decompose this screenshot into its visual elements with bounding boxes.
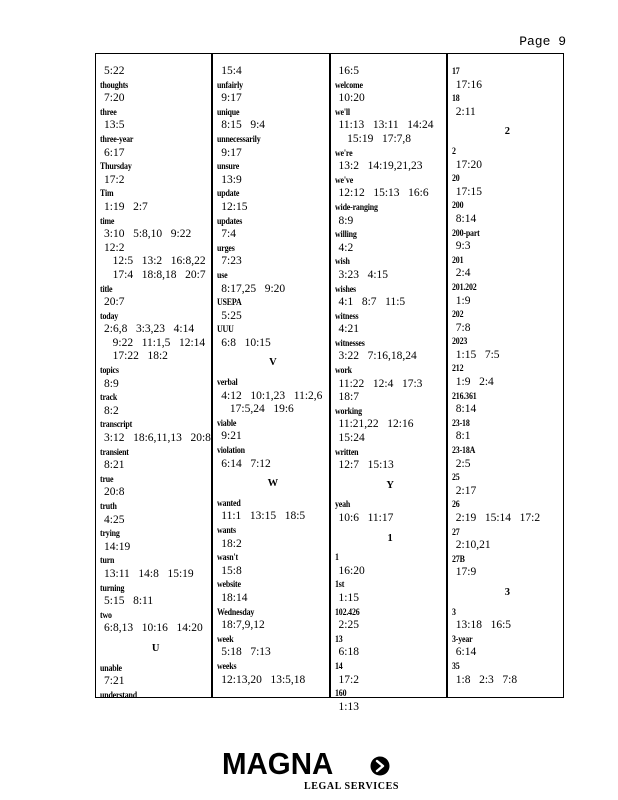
index-term: unable	[100, 662, 122, 673]
index-term: 201.202	[451, 281, 477, 292]
page-line-refs: 5:18 7:13	[221, 646, 271, 659]
index-term: 2	[451, 145, 456, 156]
page-line-refs: 17:2	[104, 173, 125, 186]
index-term: 25	[451, 472, 460, 483]
page-line-refs: 12:15	[221, 200, 248, 213]
page-line-refs: 3:22 7:16,18,24	[338, 350, 417, 363]
index-term: violation	[217, 445, 246, 456]
page-line-refs: 12:13,20 13:5,18	[221, 673, 306, 686]
page-line-refs: 17:9	[455, 566, 477, 579]
page-line-refs: 12:7 15:13	[338, 459, 394, 472]
page-line-refs: 15:19 17:7,8	[338, 132, 412, 145]
index-term: topics	[100, 365, 119, 376]
index-term: 3	[451, 606, 456, 617]
page-line-refs: 3:10 5:8,10 9:22 12:2	[104, 228, 200, 254]
page-line-refs: 4:1 8:7 11:5	[338, 296, 406, 309]
index-column	[213, 54, 330, 697]
page-line-refs: 1:15 7:5	[455, 348, 500, 361]
index-term: 2023	[451, 336, 467, 347]
index-column	[331, 54, 448, 713]
index-term: 17	[451, 66, 460, 76]
section-letter: U	[151, 642, 160, 654]
index-column	[96, 54, 213, 700]
index-term: wants	[217, 525, 237, 535]
index-term: wishes	[334, 283, 356, 294]
index-term: 26	[451, 499, 460, 510]
index-term: 200-part	[451, 227, 480, 238]
section-letter: 1	[387, 532, 393, 544]
index-term: turn	[100, 555, 115, 566]
index-term: witness	[334, 310, 358, 321]
index-term: today	[100, 310, 119, 321]
index-term: viable	[217, 417, 237, 428]
page-line-refs: 1:13	[338, 700, 359, 713]
section-letter: W	[267, 478, 279, 490]
page-line-refs: 4:21	[338, 323, 359, 336]
page-line-refs: 17:4 18:8,18 20:7	[104, 268, 206, 281]
index-term: yeah	[334, 499, 350, 510]
page-line-refs: 8:9	[104, 377, 119, 390]
index-term: willing	[334, 229, 357, 240]
page-line-refs: 4:25	[104, 513, 125, 526]
page-line-refs: 6:14	[455, 646, 477, 659]
page-line-refs: 6:18	[338, 646, 359, 659]
index-term: urges	[217, 242, 235, 253]
page-line-refs: 6:8,13 10:16 14:20	[104, 622, 203, 635]
index-term: thoughts	[100, 79, 129, 90]
page-line-refs: 5:22	[104, 65, 125, 77]
page-line-refs: 12:5 13:2 16:8,22	[104, 255, 206, 268]
index-term: use	[217, 269, 228, 280]
page-line-refs: 2:11	[455, 105, 476, 118]
section-letter: 2	[504, 126, 510, 138]
page-line-refs: 17:15	[455, 185, 482, 198]
index-term: 201	[451, 254, 464, 265]
page-line-refs: 8:17,25 9:20	[221, 282, 286, 295]
page-line-refs: 11:1 13:15 18:5	[221, 510, 306, 523]
index-term: 212	[451, 363, 464, 374]
page-line-refs: 9:22 11:1,5 12:14	[104, 336, 206, 349]
page-line-refs: 1:15	[338, 591, 359, 604]
index-term: 200	[451, 200, 464, 211]
index-term: 27	[451, 526, 460, 537]
index-term: working	[334, 405, 362, 416]
index-term: three	[100, 106, 117, 117]
index-term: wanted	[217, 497, 241, 508]
page-line-refs: 20:7	[104, 296, 125, 309]
index-term: we're	[334, 147, 352, 158]
section-letter: V	[269, 357, 277, 369]
page-line-refs: 8:9	[338, 214, 354, 227]
index-term: 160	[334, 688, 346, 699]
page-line-refs: 2:25	[338, 619, 359, 632]
index-term: 216.361	[451, 390, 477, 401]
index-term: 27B	[451, 553, 465, 564]
page-line-refs: 2:19 15:14 17:2	[455, 512, 541, 524]
page-line-refs: 3:12 18:6,11,13 20:8	[104, 432, 211, 445]
page-line-refs: 17:22 18:2	[104, 350, 168, 363]
page-line-refs: 9:17	[221, 92, 242, 105]
page-line-refs: 1:8 2:3 7:8	[455, 673, 518, 686]
section-letter: Y	[386, 479, 394, 491]
page-line-refs: 17:20	[455, 158, 482, 171]
index-term: two	[100, 609, 112, 620]
index-term: unfairly	[217, 79, 244, 90]
page-line-refs: 2:4	[455, 267, 471, 280]
page-line-refs: 4:12 10:1,23 11:2,6	[221, 389, 323, 402]
page-line-refs: 13:2 14:19,21,23	[338, 160, 423, 173]
index-term: 23-18	[451, 417, 470, 428]
index-term: UUU	[217, 324, 234, 335]
page-line-refs: 2:6,8 3:3,23 4:14	[104, 323, 195, 336]
index-term: 18	[451, 93, 460, 104]
page-line-refs: 8:14	[455, 403, 477, 416]
page-line-refs: 18:7,9,12	[221, 619, 265, 632]
page-line-refs: 1:9 2:4	[455, 376, 494, 389]
index-term: track	[100, 392, 118, 403]
page-line-refs: 9:21	[221, 430, 242, 443]
page-line-refs: 9:3	[455, 240, 471, 253]
page-line-refs: 17:2	[338, 673, 359, 686]
index-term: 20	[451, 173, 460, 184]
index-term: Tim	[100, 188, 114, 199]
page-line-refs: 16:5	[338, 65, 359, 77]
section-letter: 3	[504, 586, 510, 598]
page-line-refs: 8:1	[455, 430, 471, 443]
index-term: week	[217, 633, 234, 644]
index-term: written	[334, 446, 358, 457]
index-term: 1	[334, 552, 339, 563]
index-term: unnecessarily	[217, 133, 261, 144]
index-term: we've	[334, 174, 353, 185]
page-line-refs: 5:15 8:11	[104, 595, 154, 608]
index-term: 23-18A	[451, 445, 475, 456]
index-term: USEPA	[217, 297, 242, 308]
index-column	[448, 54, 563, 697]
page-line-refs: 1:19 2:7	[104, 200, 148, 213]
page-line-refs: 13:11 14:8 15:19	[104, 567, 194, 580]
index-term: 3-year	[451, 633, 473, 644]
page-line-refs: 13:5	[104, 119, 125, 132]
index-term: understand	[100, 689, 137, 700]
index-term: update	[217, 188, 240, 199]
page-line-refs: 7:23	[221, 255, 242, 268]
page-line-refs: 9:17	[221, 146, 242, 159]
index-term: time	[100, 215, 115, 226]
page-line-refs: 18:14	[221, 591, 248, 604]
page-line-refs: 6:17	[104, 146, 125, 159]
page-line-refs: 7:8	[455, 321, 471, 334]
index-term: welcome	[334, 79, 363, 90]
page-line-refs: 20:8	[104, 486, 125, 499]
page-line-refs: 11:22 12:4 17:3 18:7	[338, 377, 432, 404]
page-line-refs: 8:2	[104, 404, 119, 417]
index-term: wasn't	[217, 552, 239, 563]
index-term: trying	[100, 528, 120, 539]
page-line-refs: 10:20	[338, 92, 365, 105]
index-term: updates	[217, 215, 243, 226]
page-line-refs: 8:15 9:4	[221, 119, 266, 132]
page-line-refs: 18:2	[221, 537, 242, 550]
page-line-refs: 13:18 16:5	[455, 619, 512, 632]
index-term: three-year	[100, 133, 134, 144]
page-line-refs: 11:13 13:11 14:24	[338, 119, 434, 132]
page-number: Page 9	[519, 34, 566, 49]
page-line-refs: 17:16	[455, 78, 482, 91]
page-line-refs: 3:23 4:15	[338, 268, 389, 281]
page-line-refs: 6:8 10:15	[221, 336, 271, 349]
index-term: weeks	[217, 660, 237, 671]
page-line-refs: 8:14	[455, 212, 477, 225]
page-line-refs: 15:8	[221, 564, 242, 577]
index-term: 102.426	[334, 606, 360, 617]
page-line-refs: 2:17	[455, 484, 477, 497]
index-term: 202	[451, 309, 464, 320]
index-term: turning	[100, 582, 125, 593]
page-line-refs: 1:9	[455, 294, 471, 307]
logo-subtitle: LEGAL SERVICES	[304, 781, 400, 792]
page-line-refs: 11:21,22 12:16 15:24	[338, 418, 423, 445]
word-index	[95, 53, 564, 713]
index-term: we'll	[334, 106, 350, 117]
arrow-circle-icon	[370, 756, 390, 776]
index-term: Thursday	[100, 161, 132, 172]
page-line-refs: 13:9	[221, 173, 242, 186]
index-term: title	[100, 283, 113, 294]
magna-logo	[222, 748, 402, 794]
index-term: 14	[334, 660, 343, 671]
index-term: 1st	[334, 579, 344, 590]
logo-wordmark: MAGNA	[222, 746, 334, 781]
page-line-refs: 7:4	[221, 228, 236, 241]
page-line-refs: 4:2	[338, 241, 354, 254]
page-line-refs: 7:20	[104, 92, 125, 105]
index-term: truth	[100, 501, 117, 511]
page-line-refs: 17:5,24 19:6	[221, 403, 294, 416]
index-term: true	[100, 473, 114, 484]
page-line-refs: 10:6 11:17	[338, 512, 394, 524]
page-line-refs: 12:12 15:13 16:6	[338, 187, 429, 200]
page-line-refs: 2:5	[455, 457, 471, 470]
page-line-refs: 6:14 7:12	[221, 457, 271, 470]
page-line-refs: 15:4	[221, 65, 242, 77]
index-term: wide-ranging	[334, 201, 378, 212]
index-term: work	[334, 365, 352, 376]
page-line-refs: 14:19	[104, 540, 131, 553]
page-line-refs: 2:10,21	[455, 539, 491, 552]
page-line-refs: 16:20	[338, 564, 365, 577]
index-term: wish	[334, 256, 350, 267]
index-term: Wednesday	[217, 606, 255, 617]
index-term: transient	[100, 446, 129, 457]
index-term: unique	[217, 106, 240, 117]
page-line-refs: 5:25	[221, 309, 242, 322]
page-line-refs: 7:21	[104, 675, 125, 688]
index-term: website	[217, 579, 242, 590]
index-term: unsure	[217, 161, 240, 172]
index-term: witnesses	[334, 337, 365, 348]
index-term: 35	[451, 660, 460, 671]
index-term: transcript	[100, 419, 133, 430]
index-term: verbal	[217, 377, 238, 388]
index-term: 13	[334, 633, 343, 644]
page-line-refs: 8:21	[104, 459, 125, 472]
